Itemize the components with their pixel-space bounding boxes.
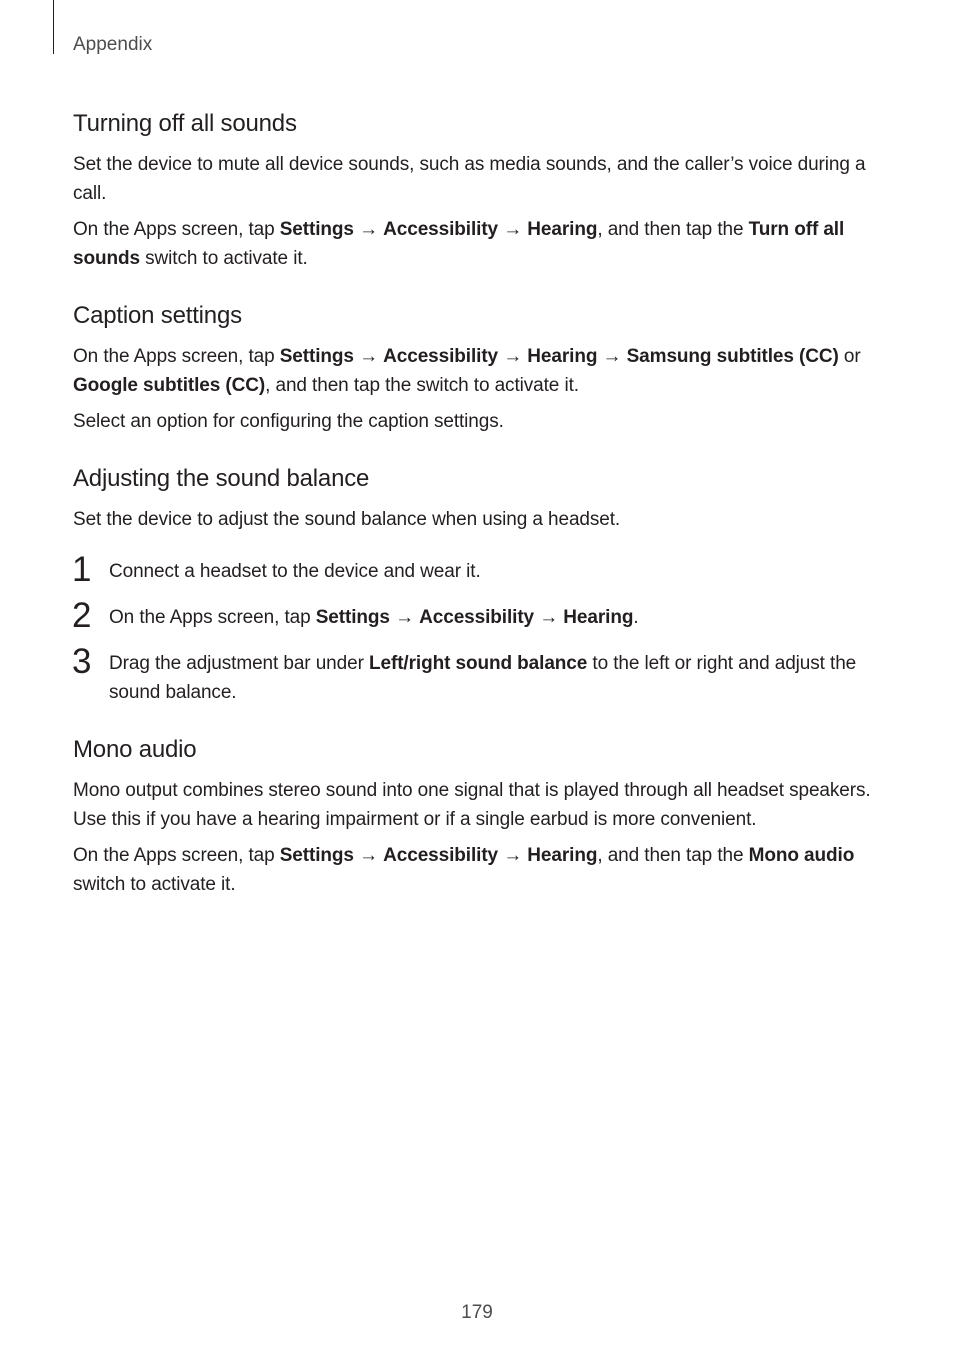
step-number: 2 [72,596,92,635]
step-2 [72,596,883,635]
page-number: 179 [461,1302,493,1323]
running-header: Appendix [73,34,153,55]
paragraph-instructions: On the Apps screen, tap Settings → Accessibility → Hearing, and then tap the Turn off all sounds switch to activate it. [73,219,845,269]
paragraph: Set the device to adjust the sound balance when using a headset. [73,509,621,530]
section-caption-settings [73,302,883,436]
paragraph: Set the device to mute all device sounds, such as media sounds, and the caller’s voice during a call. [73,154,866,204]
step-number: 3 [72,642,92,681]
step-3 [72,642,883,707]
section-adjusting-sound-balance [73,465,883,707]
header-side-rule [53,0,54,54]
paragraph: Mono output combines stereo sound into one signal that is played through all headset speakers. Use this if you have a hearing impairment or if a single earbud is more convenient. [73,780,871,830]
paragraph-instructions: On the Apps screen, tap Settings → Accessibility → Hearing, and then tap the Mono audio switch to activate it. [73,845,855,895]
step-1 [72,550,883,589]
page-content [73,110,883,928]
section-mono-audio [73,736,883,899]
step-number: 1 [72,550,92,589]
section-title: Adjusting the sound balance [73,465,370,492]
section-turning-off-all-sounds [73,110,883,273]
section-title: Mono audio [73,736,197,763]
section-title: Caption settings [73,302,242,329]
step-text: On the Apps screen, tap Settings → Accessibility → Hearing. [109,607,639,628]
step-text: Drag the adjustment bar under Left/right sound balance to the left or right and adjust the sound balance. [109,653,857,703]
paragraph-instructions: On the Apps screen, tap Settings → Accessibility → Hearing → Samsung subtitles (CC) or Google subtitles (CC), and then tap the switch to activate it. [73,346,861,396]
step-text: Connect a headset to the device and wear it. [109,561,481,582]
paragraph: Select an option for configuring the caption settings. [73,411,504,432]
section-title: Turning off all sounds [73,110,297,137]
